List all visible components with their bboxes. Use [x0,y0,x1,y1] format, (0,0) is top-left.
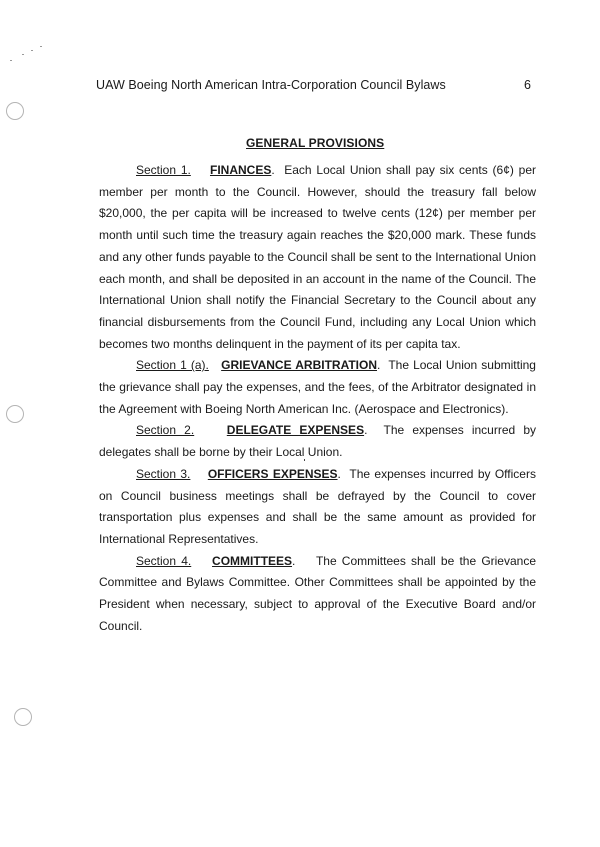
section-heading: GENERAL PROVISIONS [246,136,385,150]
section-title: DELEGATE EXPENSES [226,423,365,438]
scan-speck [31,50,33,51]
scan-speck [40,46,42,47]
paragraph-section-4: Section 4. COMMITTEES. The Committees shall be the Grievance Committee and Bylaws Committee. Other Committees shall be appointed by the President when necessary, subject to approval of the Executive Board and/or Council. [99,553,537,633]
paragraph-section-3: Section 3. OFFICERS EXPENSES. The expenses incurred by Officers on Council business meetings shall be defrayed by the Council to cover transportation plus expenses and shall be the same amount as provided for International Representatives. [99,466,536,546]
section-title: OFFICERS EXPENSES [207,466,338,481]
running-header-title: UAW Boeing North American Intra-Corporation Council Bylaws [96,78,446,92]
scan-speck [22,54,24,55]
paragraph-section-1a: Section 1 (a). GRIEVANCE ARBITRATION. The Local Union submitting the grievance shall pay the expenses, and the fees, of the Arbitrator designated in the Agreement with Boeing North American Inc. (Aerospace and Electronics). [99,358,536,416]
punch-hole-bottom [14,708,32,726]
section-text: Each Local Union shall pay six cents (6¢) per member per month to the Council. However, should the treasury fall below $20,000, the per capita will be increased to twelve cents (12¢) per member per month until such time the treasury again reaches the $20,000 mark. These funds and any other funds payable to the Council shall be sent to the International Union each month, and shall be deposited in an account in the name of the Council. The International Union shall notify the Financial Secretary to the Council about any financial disbursements from the Council Fund, including any Local Union which becomes two months delinquent in the payment of its per capita tax. [99,163,536,351]
section-number: Section 2. [136,423,195,438]
punch-hole-top [6,102,24,120]
section-text: The Committees shall be the Grievance Committee and Bylaws Committee. Other Committees shall be appointed by the President when necessary, subject to approval of the Executive Board and/or Council. [99,553,537,633]
punch-hole-middle [6,405,24,423]
section-text: The expenses incurred by delegates shall be borne by their Local Union. [99,423,537,460]
section-text: The expenses incurred by Officers on Council business meetings shall be defrayed by the Council to cover transportation plus expenses and shall be the same amount as provided for International Representatives. [99,466,536,546]
section-text: The Local Union submitting the grievance shall pay the expenses, and the fees, of the Arbitrator designated in the Agreement with Boeing North American Inc. (Aerospace and Electronics). [99,358,536,416]
section-title: COMMITTEES [212,553,293,568]
section-number: Section 1 (a). [136,358,209,373]
paragraph-section-1: Section 1. FINANCES. Each Local Union shall pay six cents (6¢) per member per month to the Council. However, should the treasury fall below $20,000, the per capita will be increased to twelve cents (12¢) per member per month until such time the treasury again reaches the $20,000 mark. These funds and any other funds payable to the Council shall be sent to the International Union each month, and shall be deposited in an account in the name of the Council. The International Union shall notify the Financial Secretary to the Council about any financial disbursements from the Council Fund, including any Local Union which becomes two months delinquent in the payment of its per capita tax. [99,163,536,351]
scan-speck [10,60,12,61]
section-number: Section 1. [136,163,191,177]
paragraph-section-2: Section 2. DELEGATE EXPENSES. The expenses incurred by delegates shall be borne by their Local Union. [99,423,537,460]
body-text [99,160,536,637]
page-number: 6 [524,78,531,92]
section-title: FINANCES [209,163,272,177]
section-title: GRIEVANCE ARBITRATION [221,358,378,373]
section-number: Section 3. [136,466,191,481]
section-number: Section 4. [136,553,192,568]
